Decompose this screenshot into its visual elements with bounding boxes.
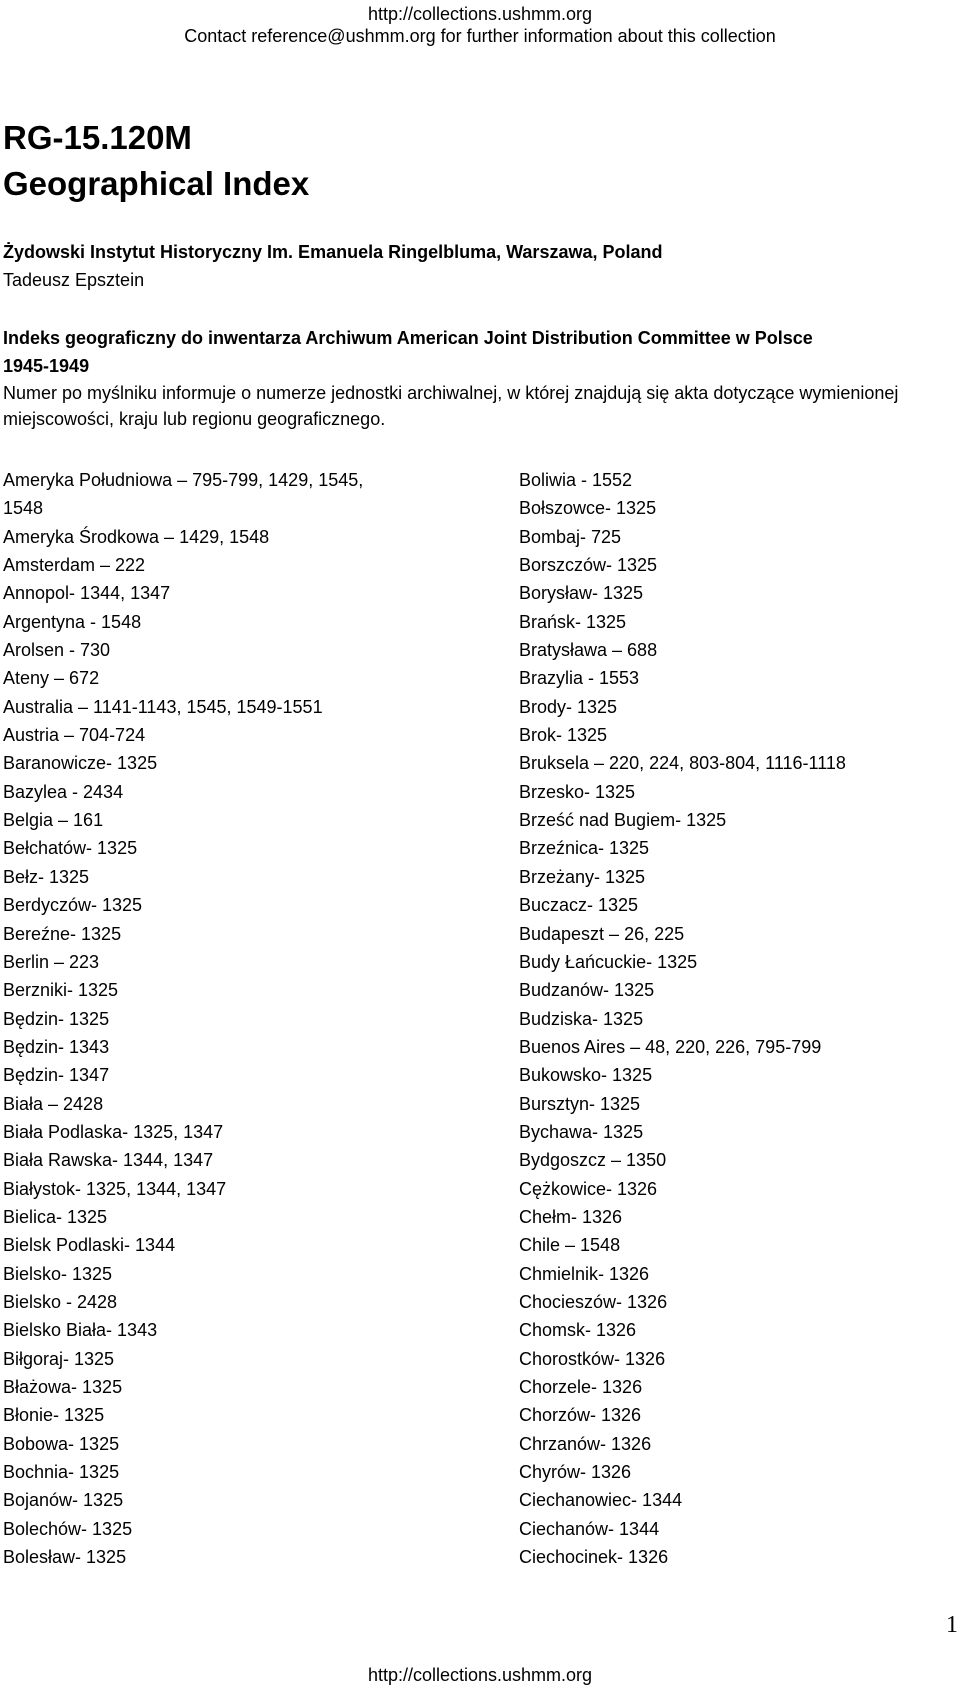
index-entry: Buenos Aires – 48, 220, 226, 795-799 [519, 1036, 822, 1057]
index-description: Numer po myślniku informuje o numerze jednostki archiwalnej, w której znajdują się akta dotyczące wymienionej miejscowości, kraju lub regionu geograficznego. [3, 383, 899, 429]
index-entry: Brańsk- 1325 [519, 611, 627, 632]
index-entry: Ateny – 672 [3, 668, 100, 689]
document-title: Geographical Index [3, 165, 310, 202]
index-entry: Berlin – 223 [3, 951, 100, 972]
index-entry: Brazylia - 1553 [519, 668, 640, 689]
index-entry: Chile – 1548 [519, 1235, 621, 1256]
index-entry: Bursztyn- 1325 [519, 1093, 641, 1114]
index-entry: Bolechów- 1325 [3, 1518, 133, 1539]
index-years: 1945-1949 [3, 356, 90, 376]
index-entry: Będzin- 1343 [3, 1036, 110, 1057]
index-entry: Błażowa- 1325 [3, 1377, 123, 1397]
index-entry: Budziska- 1325 [519, 1008, 644, 1029]
index-entry: Annopol- 1344, 1347 [3, 583, 171, 604]
index-entry: Bełchatów- 1325 [3, 838, 138, 859]
index-entry: Berzniki- 1325 [3, 980, 119, 1001]
index-entry: Budy Łańcuckie- 1325 [519, 951, 698, 972]
index-entry: Biała – 2428 [3, 1093, 104, 1114]
index-entry: Bukowsko- 1325 [519, 1065, 653, 1086]
institution-name: Żydowski Instytut Historyczny Im. Emanuela Ringelbluma, Warszawa, Poland [3, 242, 663, 262]
index-entry: Ciechanowiec- 1344 [519, 1490, 683, 1511]
index-entry: Buczacz- 1325 [519, 895, 639, 916]
index-entry: 1548 [3, 498, 44, 519]
index-title: Indeks geograficzny do inwentarza Archiwum American Joint Distribution Committee w Polsce [3, 328, 813, 348]
index-entry: Bobowa- 1325 [3, 1433, 120, 1454]
index-entry: Budzanów- 1325 [519, 980, 655, 1001]
index-entry: Belgia – 161 [3, 810, 104, 831]
index-entry: Baranowicze- 1325 [3, 753, 158, 774]
index-entry: Chyrów- 1326 [519, 1462, 632, 1483]
index-entry: Chocieszów- 1326 [519, 1291, 668, 1312]
header-url[interactable]: http://collections.ushmm.org [367, 4, 593, 24]
header-contact: Contact reference@ushmm.org for further information about this collection [184, 26, 776, 46]
index-entry: Będzin- 1325 [3, 1008, 110, 1029]
index-entry: Argentyna - 1548 [3, 611, 142, 632]
index-entry: Bielsk Podlaski- 1344 [3, 1235, 176, 1256]
index-entry: Chorzele- 1326 [519, 1377, 643, 1397]
index-entry: Boliwia - 1552 [519, 470, 633, 490]
index-entry: Ciechocinek- 1326 [519, 1547, 669, 1568]
index-entry: Bereźne- 1325 [3, 923, 122, 944]
index-entry: Budapeszt – 26, 225 [519, 923, 685, 944]
index-entry: Brody- 1325 [519, 696, 618, 717]
index-column-right [519, 466, 959, 1571]
index-entry: Brok- 1325 [519, 725, 608, 746]
index-entry: Austria – 704-724 [3, 725, 146, 746]
index-entry: Brześć nad Bugiem- 1325 [519, 810, 727, 831]
index-entry: Będzin- 1347 [3, 1065, 110, 1086]
index-entry: Bratysława – 688 [519, 640, 658, 661]
collection-id-title: RG-15.120M [3, 119, 192, 156]
index-entry: Bruksela – 220, 224, 803-804, 1116-1118 [519, 753, 846, 774]
index-entry: Bydgoszcz – 1350 [519, 1150, 667, 1171]
index-entry: Bychawa- 1325 [519, 1121, 644, 1142]
index-entry: Ameryka Środkowa – 1429, 1548 [3, 526, 270, 547]
index-entry: Bielsko Biała- 1343 [3, 1320, 158, 1341]
index-entry: Biała Rawska- 1344, 1347 [3, 1150, 214, 1171]
index-column-left [3, 466, 483, 1571]
index-entry: Borysław- 1325 [519, 583, 644, 604]
index-entry: Biała Podlaska- 1325, 1347 [3, 1121, 224, 1142]
index-entry: Bełz- 1325 [3, 866, 90, 887]
index-entry: Błonie- 1325 [3, 1405, 105, 1426]
index-entry: Berdyczów- 1325 [3, 895, 143, 916]
index-entry: Amsterdam – 222 [3, 555, 146, 576]
index-entry: Bojanów- 1325 [3, 1490, 124, 1511]
index-entry: Bołszowce- 1325 [519, 498, 657, 519]
index-entry: Arolsen - 730 [3, 640, 111, 661]
index-entry: Chrzanów- 1326 [519, 1433, 652, 1454]
index-entry: Chorzów- 1326 [519, 1405, 642, 1426]
index-entry: Biłgoraj- 1325 [3, 1348, 115, 1369]
index-entry: Chomsk- 1326 [519, 1320, 637, 1341]
index-entry: Brzeżany- 1325 [519, 866, 646, 887]
footer-url[interactable]: http://collections.ushmm.org [367, 1665, 593, 1685]
index-entry: Bazylea - 2434 [3, 781, 124, 802]
index-entry: Bielsko - 2428 [3, 1291, 118, 1312]
author-name: Tadeusz Epsztein [3, 270, 145, 290]
index-entry: Brzesko- 1325 [519, 781, 636, 802]
index-entry: Bielica- 1325 [3, 1206, 108, 1227]
index-entry: Ciechanów- 1344 [519, 1518, 660, 1539]
index-entry: Brzeźnica- 1325 [519, 838, 650, 859]
index-entry: Chełm- 1326 [519, 1206, 623, 1227]
index-entry: Białystok- 1325, 1344, 1347 [3, 1178, 227, 1199]
index-entry: Bielsko- 1325 [3, 1263, 113, 1284]
index-entry: Bolesław- 1325 [3, 1547, 127, 1568]
index-entry: Borszczów- 1325 [519, 555, 658, 576]
index-entry: Cężkowice- 1326 [519, 1178, 658, 1199]
index-entry: Chorostków- 1326 [519, 1348, 666, 1369]
index-entry: Australia – 1141-1143, 1545, 1549-1551 [3, 696, 323, 717]
index-entry: Chmielnik- 1326 [519, 1263, 650, 1284]
page-number: 1 [946, 1612, 958, 1638]
index-entry: Bombaj- 725 [519, 526, 622, 547]
index-entry: Ameryka Południowa – 795-799, 1429, 1545, [3, 470, 364, 490]
index-entry: Bochnia- 1325 [3, 1462, 120, 1483]
